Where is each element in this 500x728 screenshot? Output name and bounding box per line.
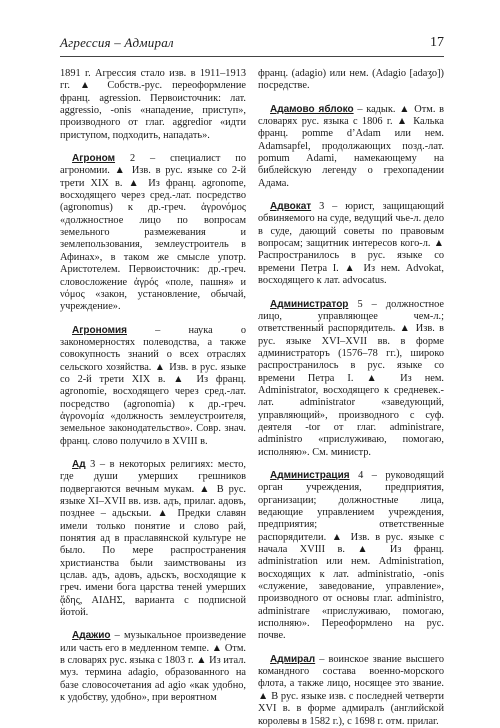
entry-headword: Ад [72,458,86,470]
dictionary-entry [60,153,246,313]
entry-paragraph [258,104,444,190]
entry-paragraph [60,459,246,619]
entry-text: 3 – юрист, защищающий обвиняемого на суде, ведущий чье-л. дело в суде, дающий советы по правовым вопросам; защитник интересов кого-л. ▲ Распространилось в рус. языке со времени Петра I. ▲ Из нем. Advokat, восходящего к лат. advocatus. [258,201,444,287]
dictionary-entry [60,630,246,704]
entry-paragraph [60,630,246,704]
left-column [60,68,246,705]
entry-headword: Адажио [72,630,111,642]
entry-paragraph [258,654,444,728]
entry-text: 3 – в некоторых религиях: место, где души умерших грешников подвергаются вечным мукам. ▲ В рус. языке XI–XVII вв. изв. адъ, прилаг. адовъ, позднее – адьскыи. ▲ Предки славян имели только понятие и слово рай, понятия ад в праславянской культуре не было. По мере распространения христианства были заимствованы из цслав. адъ, адовъ, адьскъ, восходящие к греч. имени бога царства теней умерших ᾅδης, ΑΙΔΗΣ, варианта с подписной йотой. [60,458,246,619]
entry-headword: Агрономия [72,324,127,336]
entry-paragraph [258,299,444,459]
dictionary-entry [258,470,444,643]
entry-headword: Администрация [270,469,350,481]
entry-paragraph [60,325,246,448]
entry-text: – наука о закономерностях полеводства, а также совокупность знаний о всех отраслях сельского хозяйства. ▲ Изв. в рус. языке со 2-й трети XIX в. ▲ Из франц. agronomie, восходящего через сред.-лат. посредство (agronomia) к др.-греч. ἀγρονομία «должность землеустроителя, земельное законодательство». Совр. знач. франц. слово получило в XVIII в. [60,324,246,447]
running-header [60,32,444,57]
page-number: 17 [430,35,444,50]
dictionary-entry [258,201,444,287]
entry-paragraph [60,153,246,313]
entry-headword: Агроном [72,153,116,165]
dictionary-entry [60,68,246,142]
dictionary-entry [258,299,444,459]
right-column [258,68,444,728]
entry-text: 5 – должностное лицо, управляющее чем-л.; ответственный распорядитель. ▲ Изв. в рус. языке XVI–XVII вв. в форме администраторъ (1576–78 гг.), широко распространилось в рус. языке со времени Петра I. ▲ Из нем. Administrator, восходящего к средневек.-лат. administrator «заведующий, управляющий», производного с суф. деятеля -tor от глаг. administrare, administro «прислуживаю, помогаю, исполняю». См. министр. [258,298,444,458]
entry-text: – музыкальное произведение или часть его в медленном темпе. ▲ Отм. в словарях рус. языка с 1803 г. ▲ Из итал. муз. термина adagio, образованного на базе словосочетания ad agio «как удобно, к удобству, удобно», при вероятном [60,630,247,704]
entry-text: 4 – руководящий орган учреждения, предприятия, организации; должностные лица, ведающие управлением учреждения, предприятия; ответственные распорядители. ▲ Изв. в рус. языке с начала XVIII в. ▲ Из франц. administration или нем. Administration, восходящих к лат. administratio, -onis «служение, заведование, управление», производного от основы глаг. administro, administrare «прислуживаю, помогаю, исполняю». Переоформлено на рус. почве. [258,469,445,642]
entry-headword: Адвокат [270,201,312,213]
entry-text: – воинское звание высшего командного состава военно-морского флота, а также лицо, носящее это звание. ▲ В рус. языке изв. с последней четверти XVI в. в форме адмиралъ (английской королевы в 1582 г.), с 1698 г. отм. прилаг. [258,653,444,727]
entry-paragraph [258,68,444,93]
entry-headword: Адмирал [270,653,316,665]
entry-text: 1891 г. Агрессия стало изв. в 1911–1913 гг. ▲ Собств.-рус. переоформление франц. agression. Первоисточник: лат. aggressio, -onis «нападение, приступ», производного от глаг. aggredior «идти приступом, подходить, нападать». [60,68,246,141]
dictionary-entry [60,459,246,619]
dictionary-entry [60,325,246,448]
entry-text: 2 – специалист по агрономии. ▲ Изв. в рус. языке со 2-й трети XIX в. ▲ Из франц. agronome, восходящего через сред.-лат. посредство (agronomus) к др.-греч. ἀγρονόμος «должностное лицо по вопросам земельного размежевания и землепользования, землеустроитель в Афинах», в таком же смысле употр. Аристотелем. Первоисточник: др.-греч. словосложение ἀγρός «поле, пашня» и νόμος «закон, установление, обычай, учреждение». [60,153,246,313]
entry-headword: Адамово яблоко [270,103,354,115]
dictionary-entry [258,104,444,190]
entry-text: – кадык. ▲ Отм. в словарях рус. языка с 1806 г. ▲ Калька франц. pomme d’Adam или нем. Adamsapfel, продолжающих позд.-лат. pomum Adami, намекающему на библейскую легенду о грехопадении Адама. [258,103,444,189]
dictionary-entry [258,654,444,728]
entry-text: франц. (adagio) или нем. (Adagio [adaʒo]) посредстве. [258,68,444,92]
entry-headword: Администратор [270,298,349,310]
entry-paragraph [60,68,246,142]
running-title: Агрессия – Адмирал [60,35,174,50]
dictionary-entry [258,68,444,93]
entry-paragraph [258,470,444,643]
entry-paragraph [258,201,444,287]
